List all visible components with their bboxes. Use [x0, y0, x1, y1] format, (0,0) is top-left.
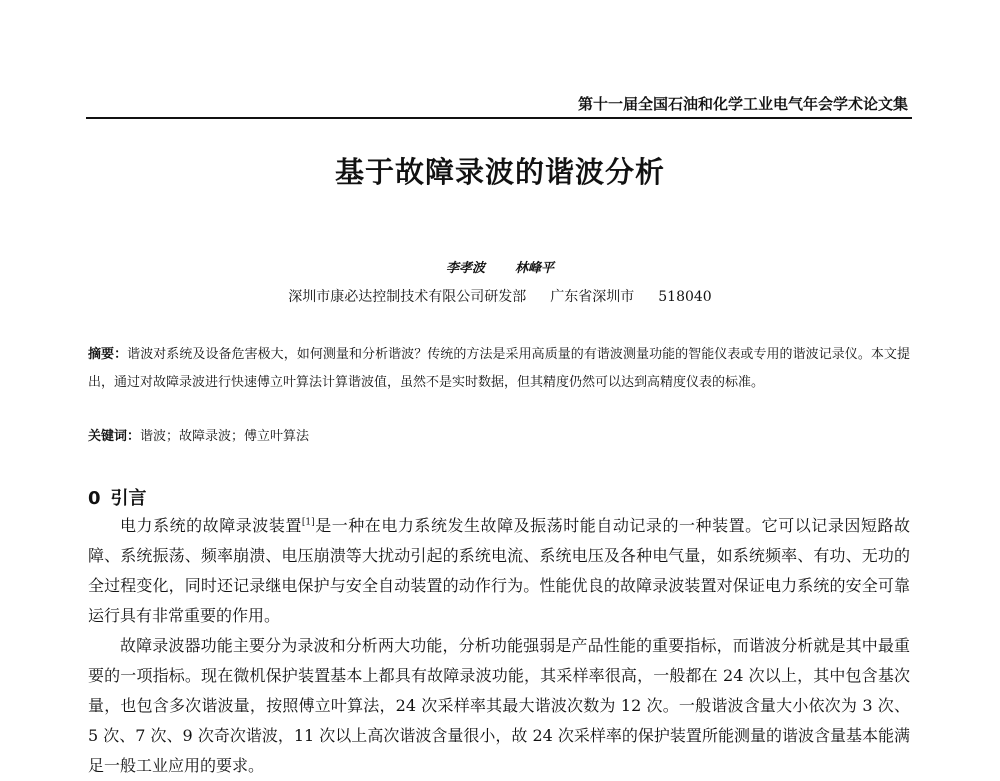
author-name: 林峰平 [515, 261, 555, 276]
abstract-label: 摘要： [88, 347, 128, 362]
section-number: 0 [88, 488, 101, 509]
citation-reference[interactable]: [1] [301, 517, 315, 528]
affiliation-organization: 深圳市康必达控制技术有限公司研发部 [288, 289, 527, 305]
body-paragraph [88, 511, 910, 631]
paragraph-text: 是一种在电力系统发生故障及振荡时能自动记录的一种装置。它可以记录因短路故障、系统振荡、频率崩溃、电压崩溃等大扰动引起的系统电流、系统电压及各种电气量，如系统频率、有功、无功的全过程变化，同时还记录继电保护与安全自动装置的动作行为。性能优良的故障录波装置对保证电力系统的安全可靠运行具有非常重要的作用。 [88, 516, 910, 625]
affiliation-line [0, 286, 1000, 306]
header-divider [86, 117, 912, 119]
affiliation-location: 广东省深圳市 [550, 289, 635, 305]
body-paragraph: 故障录波器功能主要分为录波和分析两大功能，分析功能强弱是产品性能的重要指标，而谐波分析就是其中最重要的一项指标。现在微机保护装置基本上都具有故障录波功能，其采样率很高，一般都在 24 次以上，其中包含基次量，也包含多次谐波量，按照傅立叶算法，24 次采样率其最大谐波次数为 12 次。一般谐波含量大小依次为 3 次、5 次、7 次、9 次奇次谐波，11 次以上高次谐波含量很小，故 24 次采样率的保护装置所能测量的谐波含量基本能满足一般工业应用的要求。 [88, 636, 910, 775]
paragraph-text: 电力系统的故障录波装置 [120, 516, 302, 535]
section-title: 引言 [110, 488, 147, 509]
section-heading [88, 484, 147, 510]
author-name: 李孝波 [445, 261, 485, 276]
keywords-text: 谐波；故障录波；傅立叶算法 [140, 429, 310, 444]
running-header: 第十一届全国石油和化学工业电气年会学术论文集 [577, 95, 908, 113]
abstract [88, 341, 910, 397]
affiliation-postcode: 518040 [658, 289, 712, 305]
section-body [88, 511, 910, 781]
abstract-text: 谐波对系统及设备危害极大，如何测量和分析谐波？传统的方法是采用高质量的有谐波测量功能的智能仪表或专用的谐波记录仪。本文提出，通过对故障录波进行快速傅立叶算法计算谐波值，虽然不是实时数据，但其精度仍然可以达到高精度仪表的标准。 [88, 347, 910, 390]
keywords [88, 427, 910, 447]
keywords-label: 关键词： [88, 429, 141, 444]
paper-title: 基于故障录波的谐波分析 [334, 155, 665, 189]
author-list [0, 257, 1000, 276]
